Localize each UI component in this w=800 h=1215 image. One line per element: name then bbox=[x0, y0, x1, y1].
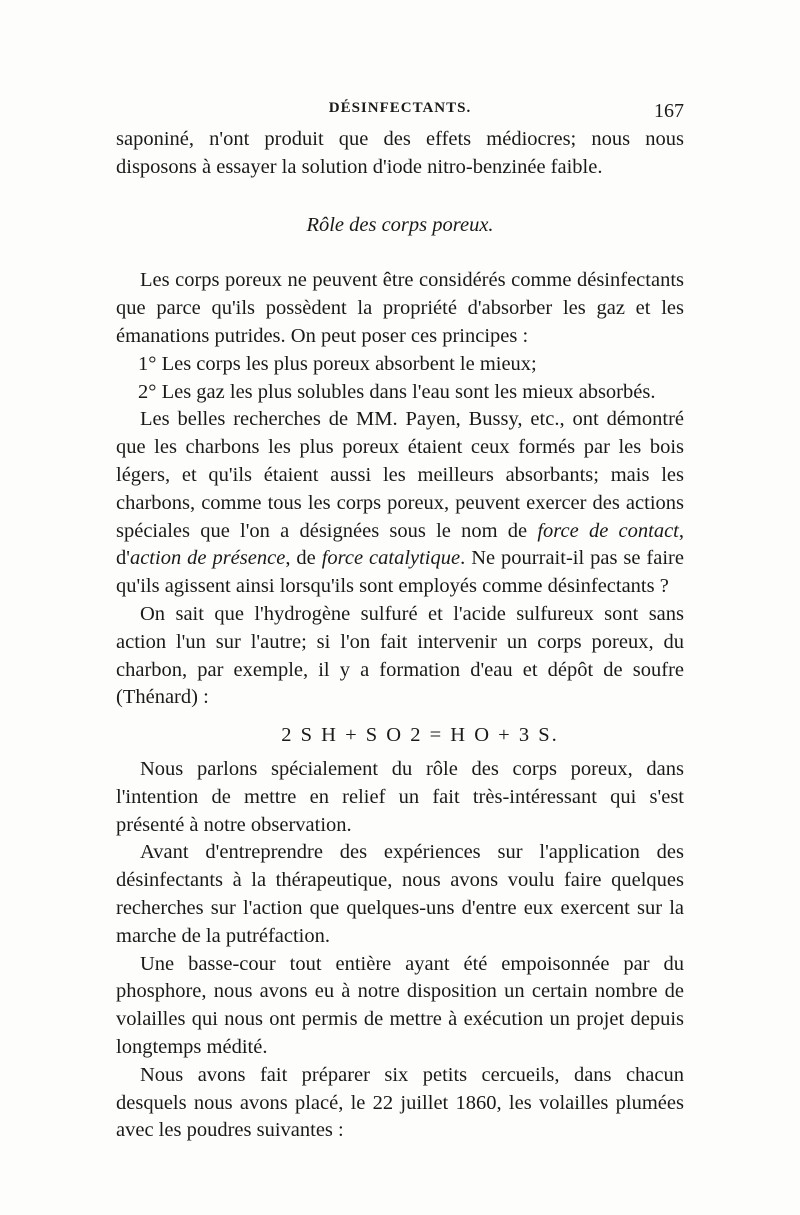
separator-1: , d' bbox=[116, 519, 684, 570]
paragraph-poultry: Une basse-cour tout entière ayant été empoisonnée par du phosphore, nous avons eu à notre disposition un certain nombre de volailles qui nous ont permis de mettre à exécution un projet depuis longtemps médité. bbox=[116, 952, 684, 1058]
chemical-formula: 2 S H + S O 2 = H O + 3 S. bbox=[281, 724, 559, 747]
paragraph-continuation: saponiné, n'ont produit que des effets médiocres; nous nous disposons à essayer la solution d'iode nitro-benzinée faible. bbox=[116, 128, 684, 178]
term-action-de-presence: action de présence bbox=[129, 547, 286, 570]
separator-2: , de bbox=[285, 547, 322, 570]
paragraph-coffins: Nous avons fait préparer six petits cercueils, dans chacun desquels nous avons placé, le 22 juillet 1860, les volailles plumées avec les poudres suivantes : bbox=[116, 1063, 684, 1142]
paragraph-experiments: Avant d'entreprendre des expériences sur l'application des désinfectants à la thérapeutique, nous avons voulu faire quelques recherches sur l'action que quelques-uns d'entre eux exercent sur la marche de la putréfaction. bbox=[116, 841, 684, 947]
paragraph-observation: Nous parlons spécialement du rôle des corps poreux, dans l'intention de mettre en relief un fait très-intéressant qui s'est présenté à notre observation. bbox=[116, 757, 684, 836]
principle-2: 2° Les gaz les plus solubles dans l'eau sont les mieux absorbés. bbox=[138, 380, 656, 403]
principle-1: 1° Les corps les plus poreux absorbent le mieux; bbox=[138, 352, 537, 375]
page-header bbox=[116, 100, 684, 124]
page-body bbox=[116, 126, 684, 1145]
paragraph-porous-bodies: Les corps poreux ne peuvent être considérés comme désinfectants que parce qu'ils possèdent la propriété d'absorber les gaz et les émanations putrides. On peut poser ces principes : bbox=[116, 269, 684, 347]
term-force-catalytique: force catalytique bbox=[321, 547, 461, 570]
section-title: Rôle des corps poreux. bbox=[306, 213, 494, 236]
paragraph-research-start: Les belles recherches de MM. Payen, Bussy, etc., ont démontré que les charbons les plus poreux étaient ceux formés par les bois légers, et qu'ils étaient aussi les meilleurs absorbants; mais les charbons, comme tous les corps poreux, peuvent exercer des actions spéciales que l'on a désignées sous le nom de bbox=[116, 408, 684, 542]
term-force-de-contact: force de contact bbox=[537, 519, 679, 542]
paragraph-research-end: . Ne pourrait-il pas se faire qu'ils agissent ainsi lorsqu'ils sont employés comme désinfectants ? bbox=[116, 547, 684, 598]
paragraph-research bbox=[116, 406, 684, 601]
page-number: 167 bbox=[654, 100, 684, 122]
paragraph-hydrogen-sulfide: On sait que l'hydrogène sulfuré et l'acide sulfureux sont sans action l'un sur l'autre; si l'on fait intervenir un corps poreux, du charbon, par exemple, il y a formation d'eau et dépôt de soufre (Thénard) : bbox=[116, 602, 684, 709]
running-head: DÉSINFECTANTS. bbox=[328, 100, 472, 116]
